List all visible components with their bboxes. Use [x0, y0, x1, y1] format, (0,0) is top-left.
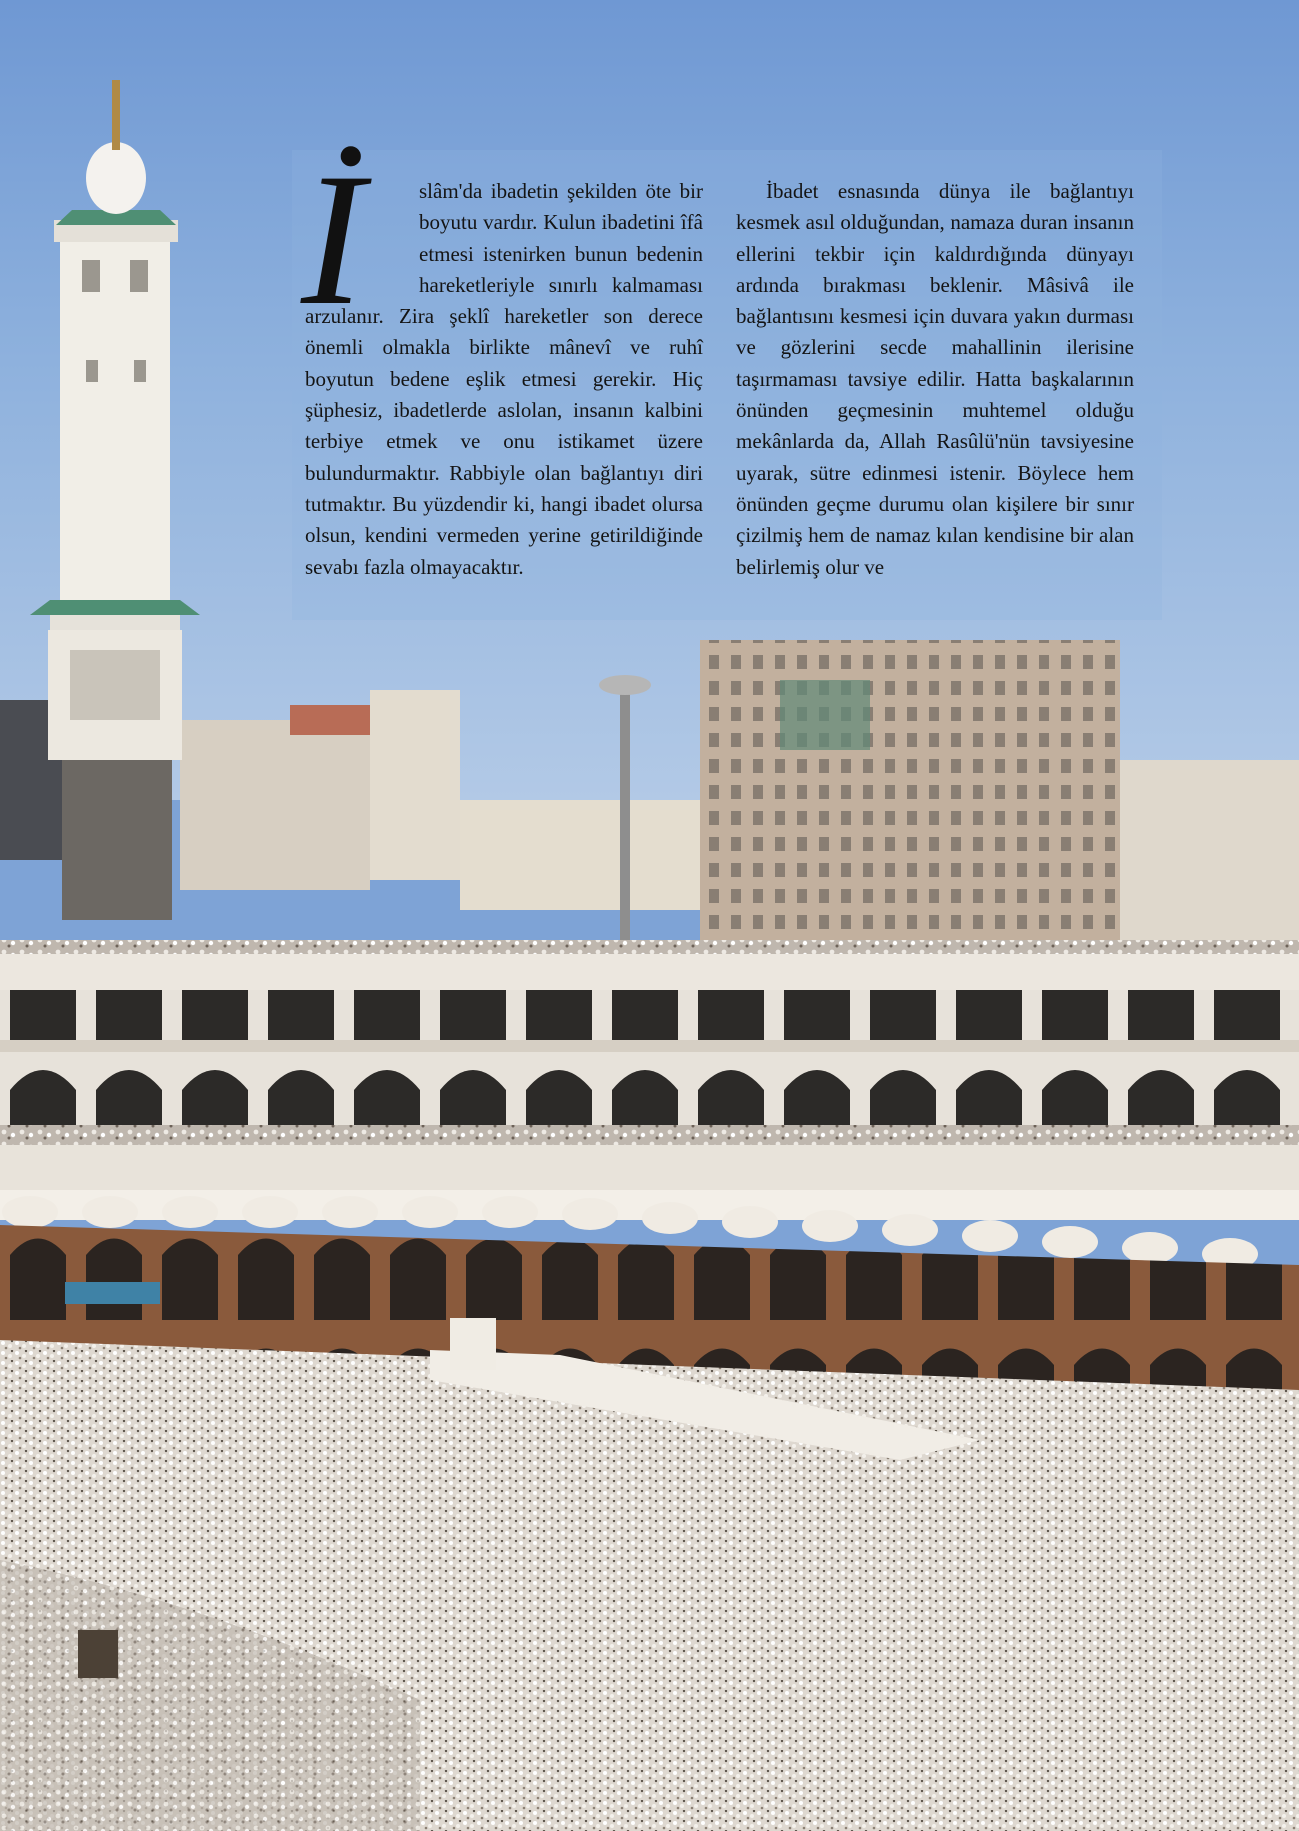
article-column-right [736, 176, 1134, 583]
dropcap-letter: İ [301, 135, 365, 345]
article-column-left [301, 135, 703, 583]
article-paragraph-1: slâm'da ibadetin şekilden öte bir boyutu vardır. Kulun ibadetini îfâ etmesi istenirken bunun bedenin hareketleriyle sınırlı kalmaması arzulanır. Zira şeklî hareketler son derece önemli olmakla birlikte mânevî ve ruhî boyutun bedene eşlik etmesi gerekir. Hiç şüphesiz, ibadetlerde aslolan, insanın kalbini terbiye etmek ve onu istikamet üzere bulundurmaktır. Rabbiyle olan bağlantıyı diri tutmaktır. Bu yüzdendir ki, hangi ibadet olursa olsun, kendini vermeden yerine getirildiğinde sevabı fazla olmayacaktır. [305, 179, 703, 579]
article-paragraph-2: İbadet esnasında dünya ile bağlantıyı kesmek asıl olduğundan, namaza duran insanın ellerini tekbir için kaldırdığında dünyayı ardında bırakması beklenir. Mâsivâ ile bağlantısını kesmesi için duvara yakın durması ve gözlerini secde mahallinin ilerisine taşırmaması tavsiye edilir. Hatta başkalarının önünden geçmesinin muhtemel olduğu mekânlarda da, Allah Rasûlü'nün tavsiyesine uyarak, sütre edinmesi istenir. Böylece hem önünden geçme durumu olan kişilere bir sınır çizilmiş hem de namaz kılan kendisine bir alan belirlemiş olur ve [736, 179, 1134, 579]
